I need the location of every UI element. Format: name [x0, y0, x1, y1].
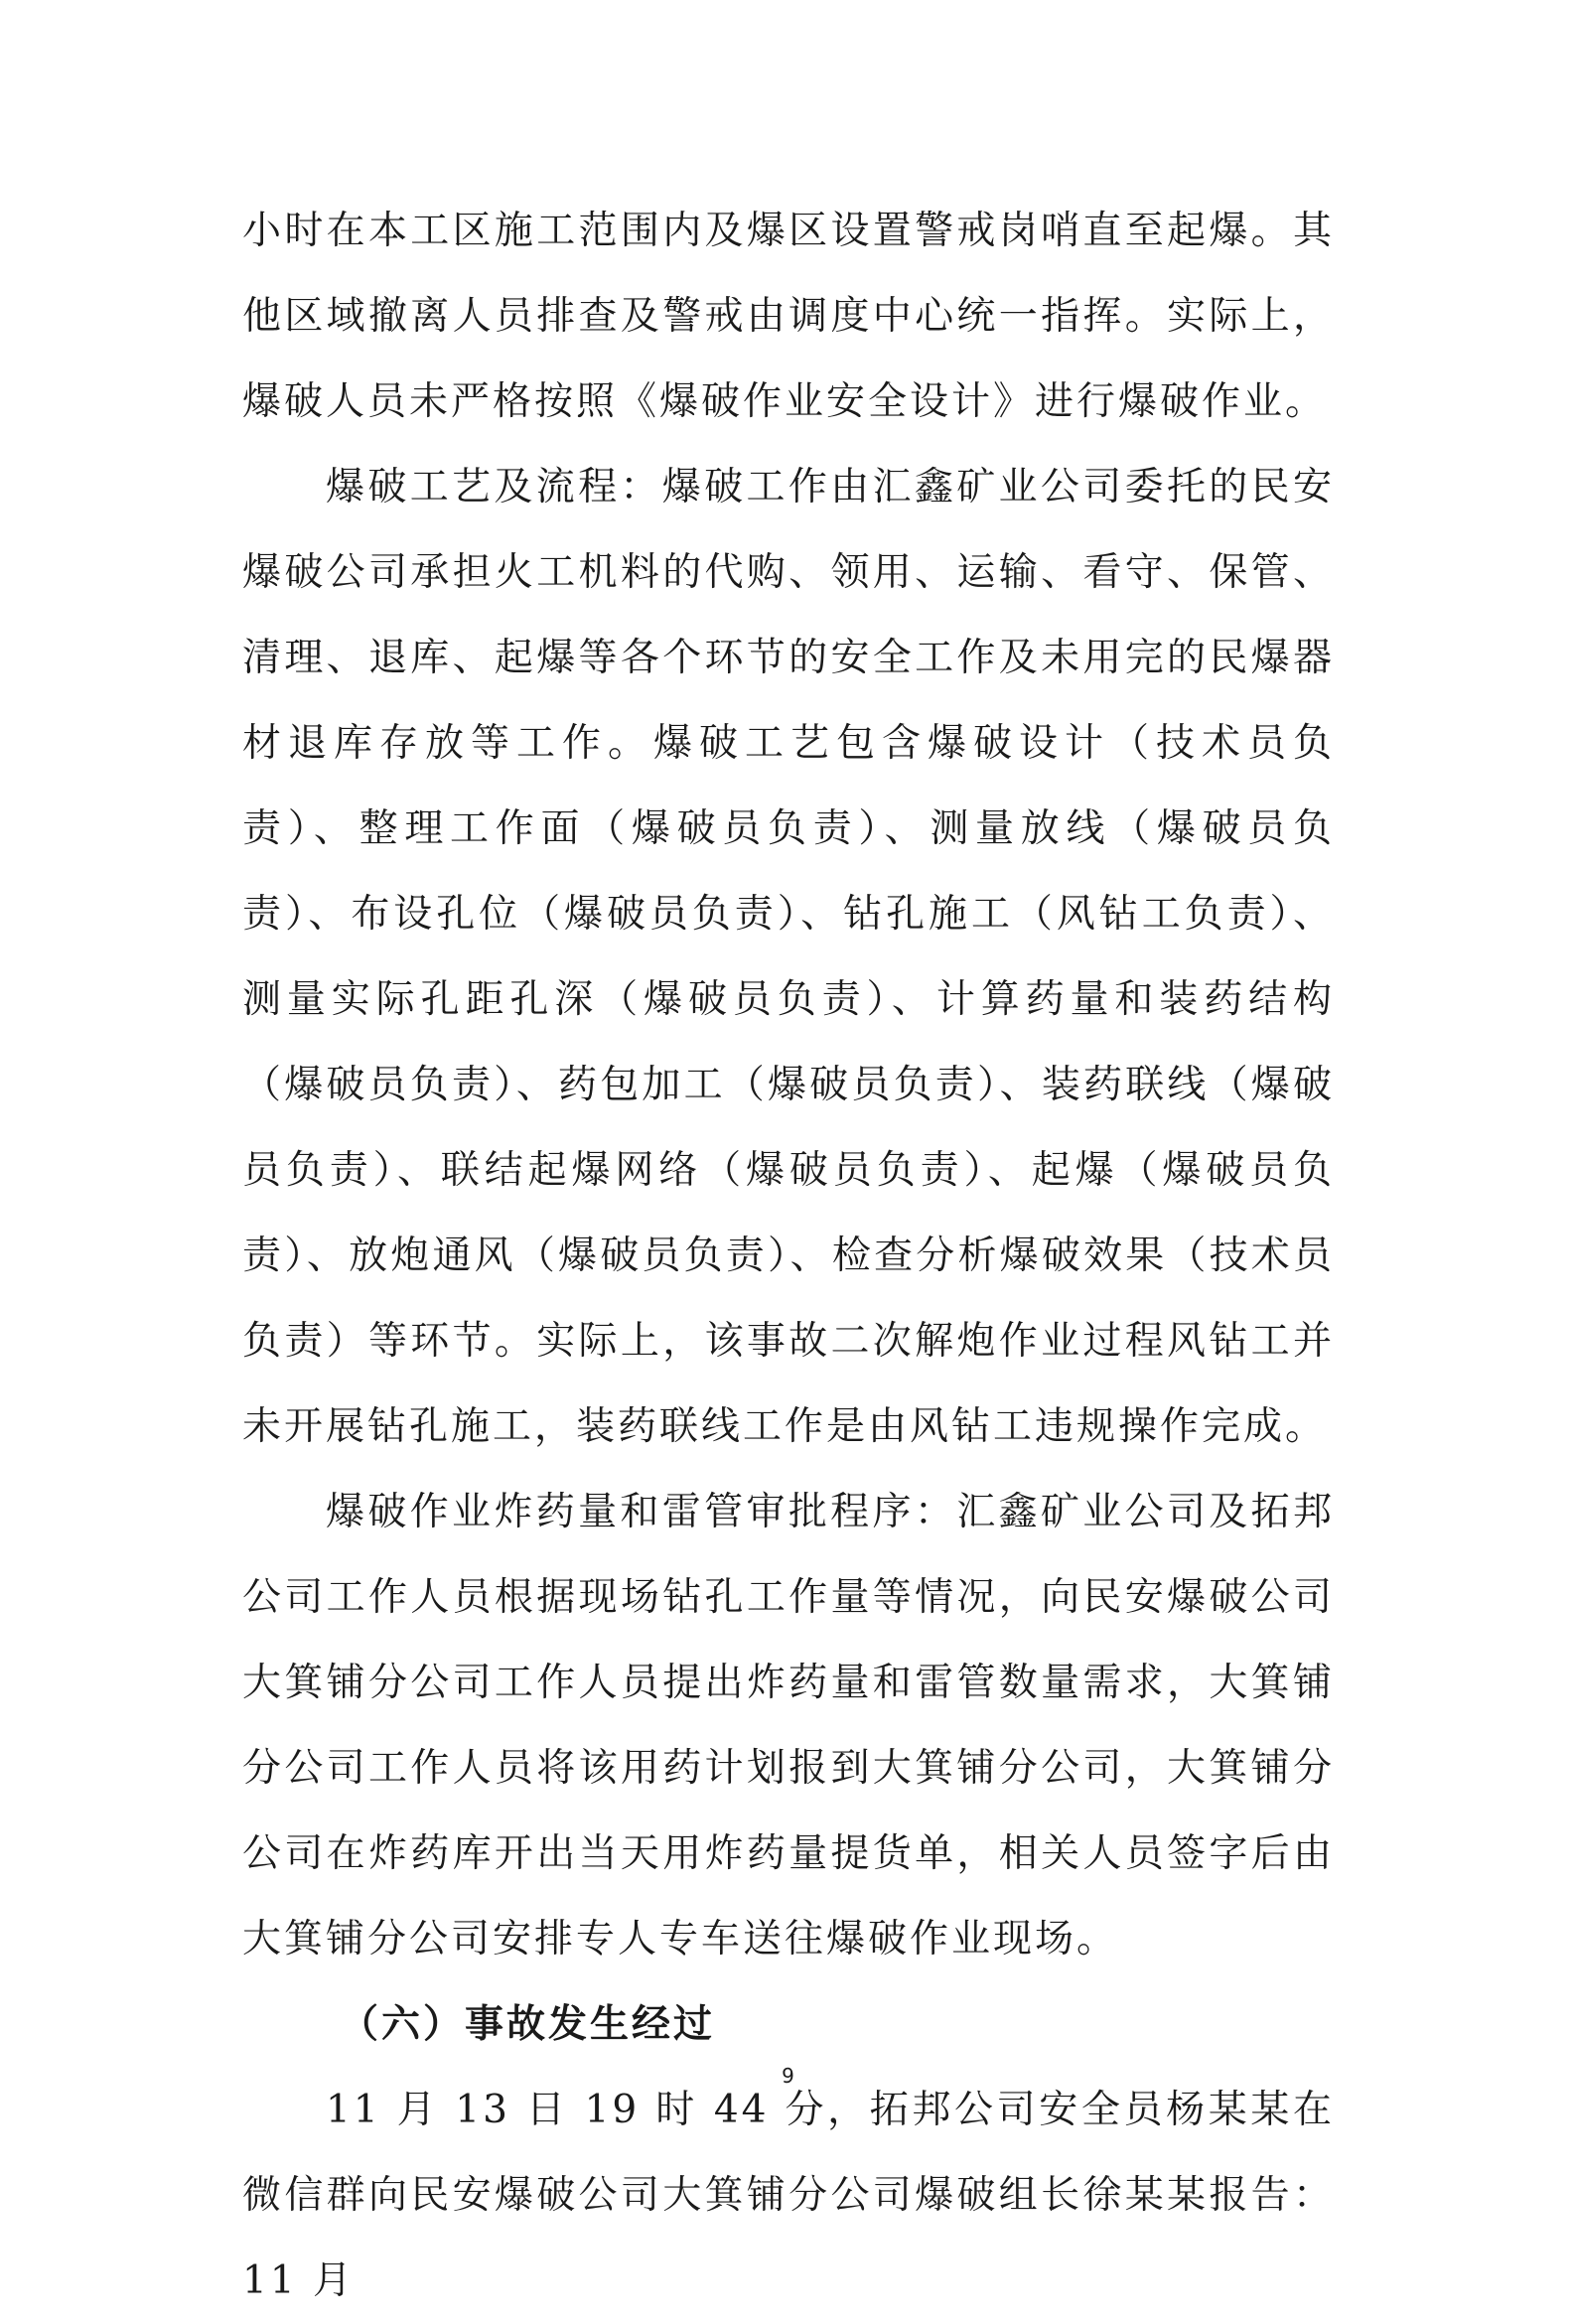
section-heading: （六）事故发生经过: [340, 2002, 716, 2047]
page-number: 9: [782, 2064, 794, 2088]
paragraph-continuation: 小时在本工区施工范围内及爆区设置警戒岗哨直至起爆。其他区域撤离人员排查及警戒由调度中心统一指挥。实际上，爆破人员未严格按照《爆破作业安全设计》进行爆破作业。: [242, 209, 1335, 424]
paragraph-accident-process: 11 月 13 日 19 时 44 分，拓邦公司安全员杨某某在微信群向民安爆破公司大箕铺分公司爆破组长徐某某报告：11 月: [242, 2088, 1335, 2303]
paragraph-blasting-process: 爆破工艺及流程：爆破工作由汇鑫矿业公司委托的民安爆破公司承担火工机料的代购、领用、运输、看守、保管、清理、退库、起爆等各个环节的安全工作及未用完的民爆器材退库存放等工作。爆破工艺包含爆破设计（技术员负责）、整理工作面（爆破员负责）、测量放线（爆破员负责）、布设孔位（爆破员负责）、钻孔施工（风钻工负责）、测量实际孔距孔深（爆破员负责）、计算药量和装药结构（爆破员负责）、药包加工（爆破员负责）、装药联线（爆破员负责）、联结起爆网络（爆破员负责）、起爆（爆破员负责）、放炮通风（爆破员负责）、检查分析爆破效果（技术员负责）等环节。实际上，该事故二次解炮作业过程风钻工并未开展钻孔施工，装药联线工作是由风钻工违规操作完成。: [242, 465, 1335, 1449]
paragraph-approval-procedure: 爆破作业炸药量和雷管审批程序：汇鑫矿业公司及拓邦公司工作人员根据现场钻孔工作量等情况，向民安爆破公司大箕铺分公司工作人员提出炸药量和雷管数量需求，大箕铺分公司工作人员将该用药计划报到大箕铺分公司，大箕铺分公司在炸药库开出当天用炸药量提货单，相关人员签字后由大箕铺分公司安排专人专车送往爆破作业现场。: [242, 1490, 1335, 1961]
body-text: [242, 189, 1335, 2324]
